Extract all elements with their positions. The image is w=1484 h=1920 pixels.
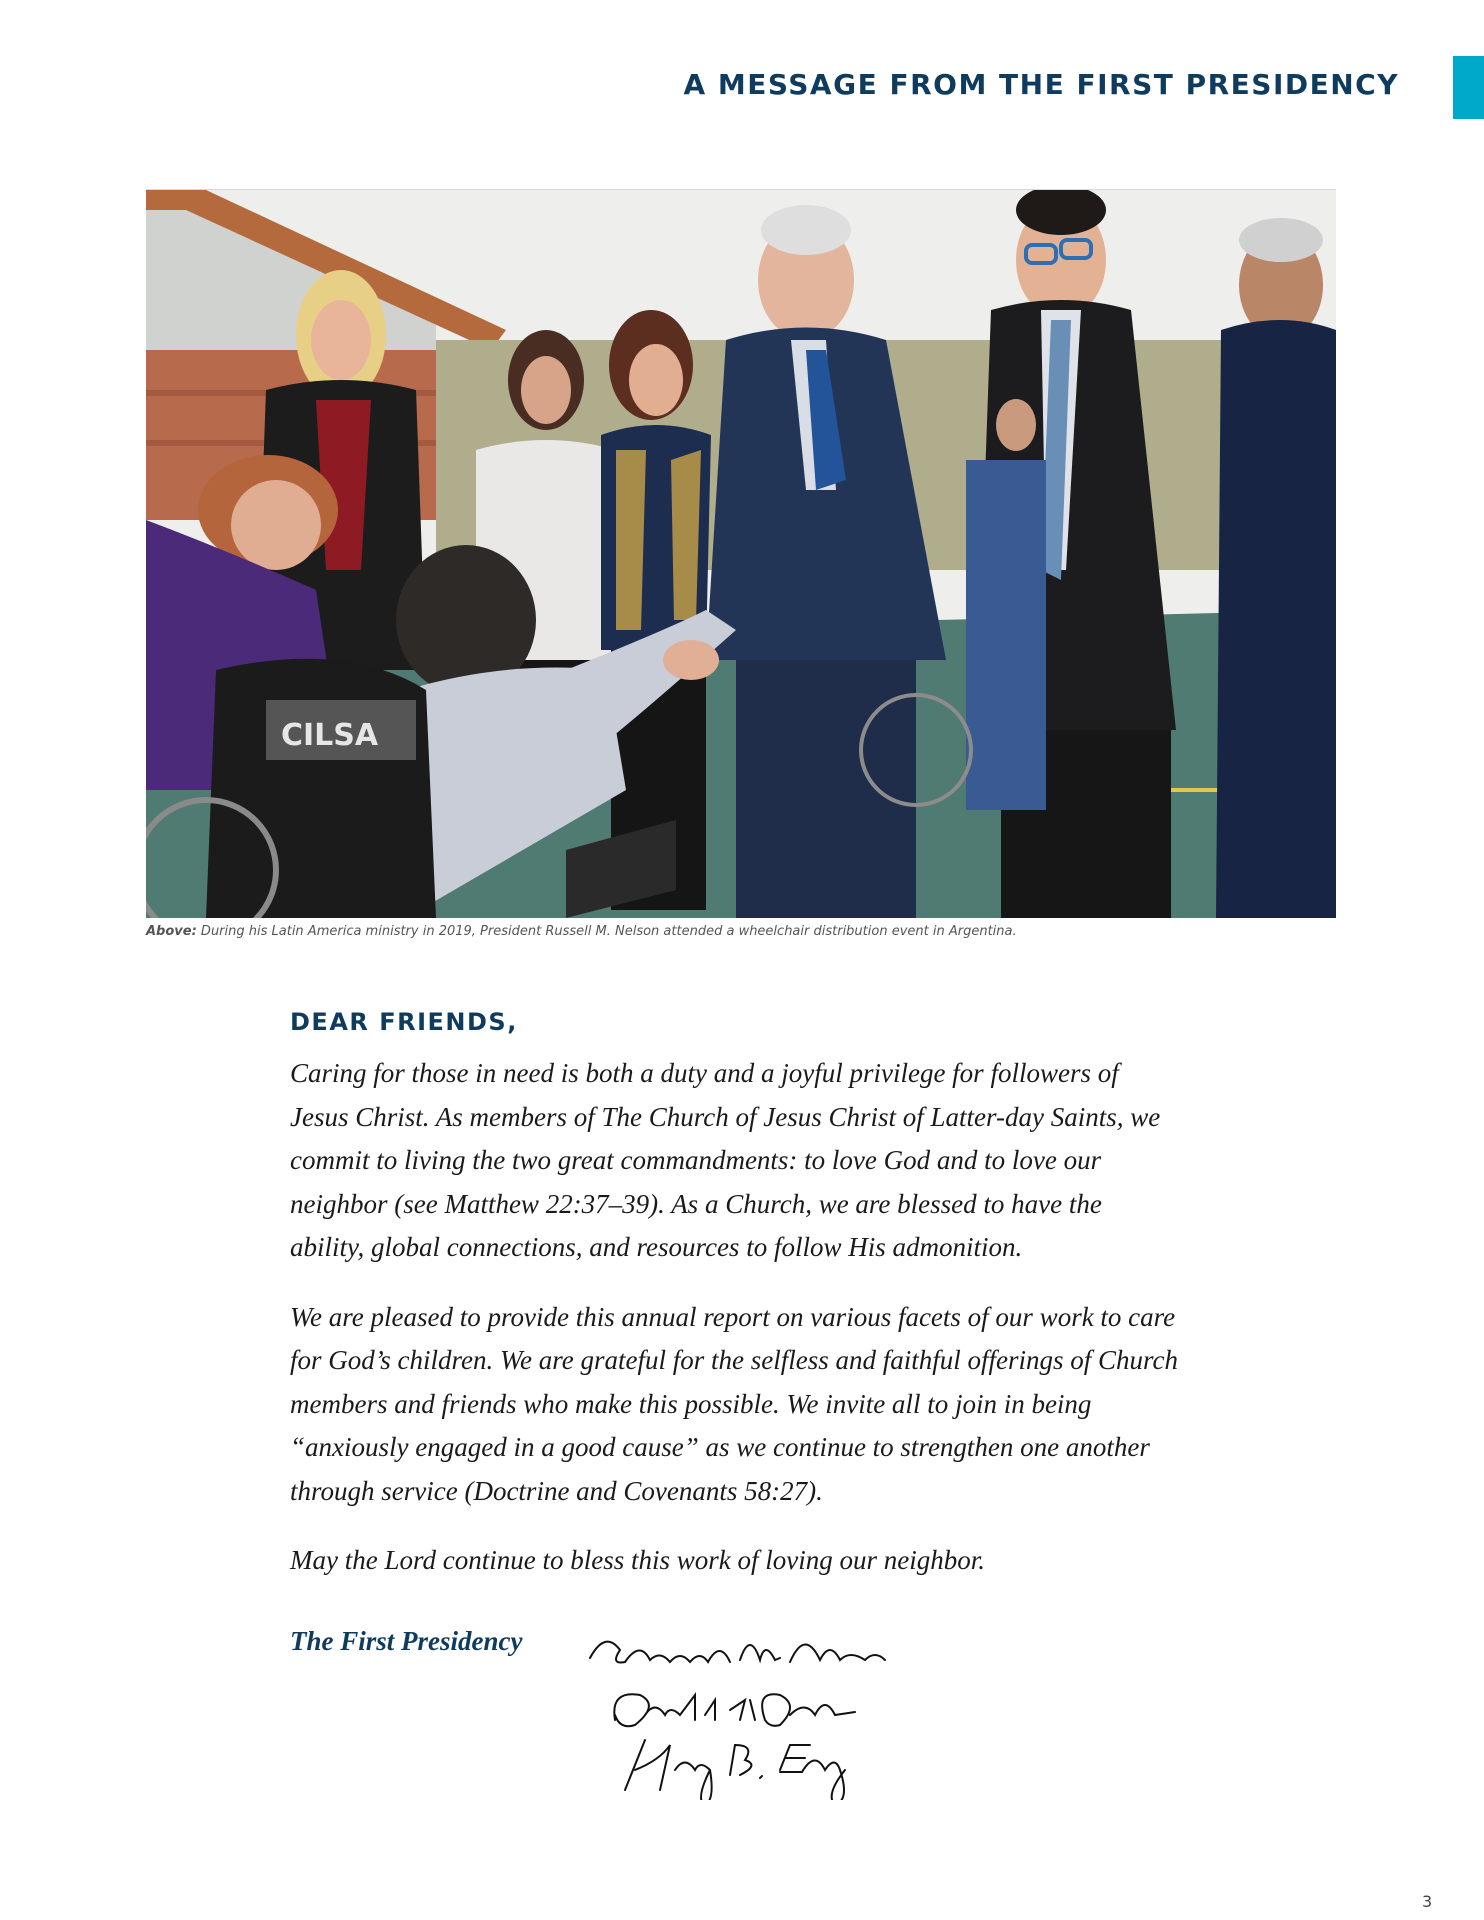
photo-caption (146, 924, 1336, 939)
caption-text: During his Latin America ministry in 2019, President Russell M. Nelson attended a wheelchair distribution event in Argentina. (196, 924, 1017, 939)
accent-tab (1453, 56, 1484, 119)
letter-paragraph: We are pleased to provide this annual report on various facets of our work to care for God’s children. We are grateful for the selfless and faithful offerings of Church members and friends who make this possible. We invite all to join in being “anxiously engaged in a good cause” as we continue to strengthen one another through service (Doctrine and Covenants 58:27). (290, 1301, 1178, 1506)
caption-lead: Above: (146, 924, 197, 939)
greeting: DEAR FRIENDS, (290, 1008, 518, 1036)
page-number: 3 (1422, 1892, 1433, 1911)
sign-off: The First Presidency (290, 1626, 523, 1656)
event-photo (146, 189, 1336, 918)
signatures (580, 1620, 900, 1800)
wheelchair-label: CILSA (281, 718, 379, 753)
letter-paragraph: May the Lord continue to bless this work of loving our neighbor. (290, 1545, 985, 1575)
letter-paragraph: Caring for those in need is both a duty and a joyful privilege for followers of Jesus Christ. As members of The Church of Jesus Christ of Latter-day Saints, we commit to living the two great commandments: to love God and to love our neighbor (see Matthew 22:37–39). As a Church, we are blessed to have the ability, global connections, and resources to follow His admonition. (290, 1058, 1161, 1262)
page-title: A MESSAGE FROM THE FIRST PRESIDENCY (683, 68, 1399, 101)
letter-body (290, 1008, 1180, 1609)
